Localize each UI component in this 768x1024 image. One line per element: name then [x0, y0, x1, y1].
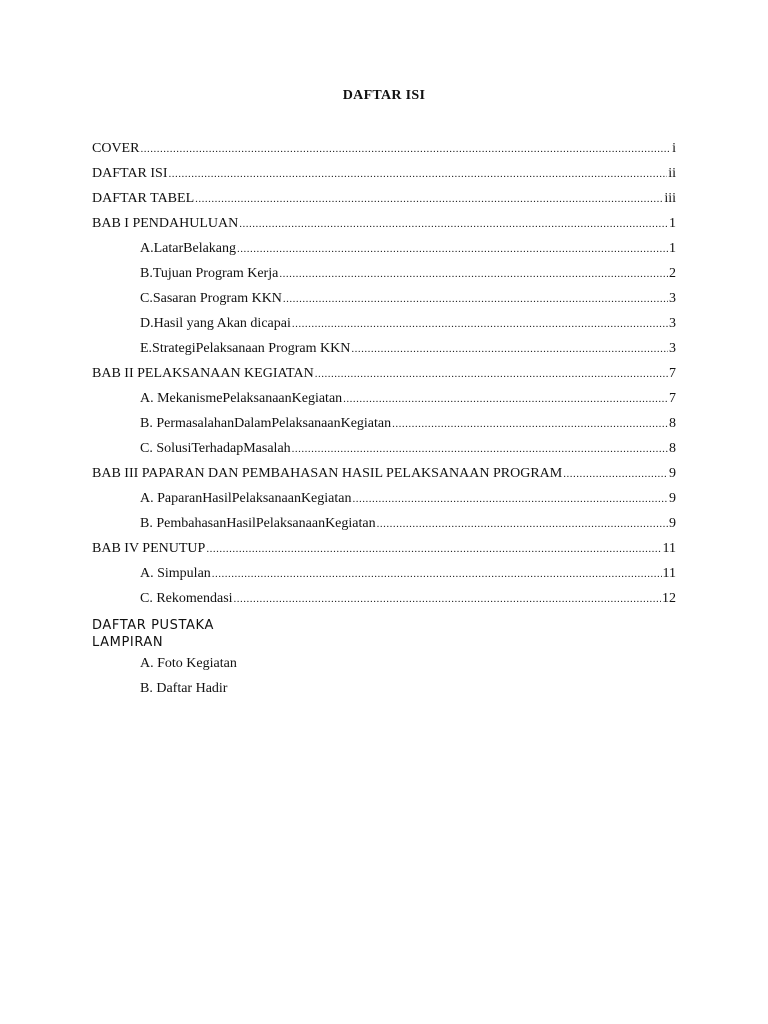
toc-entry-label: DAFTAR TABEL: [92, 191, 195, 206]
leader-dots: [377, 512, 668, 536]
leader-dots: [315, 362, 668, 386]
toc-entry-bab-1: [92, 211, 676, 236]
toc-entry-page: 12: [662, 591, 676, 606]
toc-entry-page: 8: [669, 416, 676, 431]
toc-entry-label: A. Simpulan: [140, 566, 211, 581]
toc-subentry: [92, 411, 676, 436]
toc-entry-page: 9: [669, 516, 676, 531]
toc-entry-page: i: [672, 141, 676, 156]
toc-entry-label: B. PermasalahanDalamPelaksanaanKegiatan: [140, 416, 392, 431]
toc-subentry: [92, 236, 676, 261]
toc-entry-page: 3: [669, 291, 676, 306]
toc-subentry: [92, 311, 676, 336]
toc-subentry: [92, 261, 676, 286]
leader-dots: [234, 587, 661, 611]
toc-entry-daftar-pustaka: DAFTAR PUSTAKA: [92, 618, 214, 633]
toc-entry-label: A. MekanismePelaksanaanKegiatan: [140, 391, 343, 406]
table-of-contents: [92, 136, 676, 701]
unnumbered-sections: [92, 617, 676, 651]
toc-subentry: [92, 386, 676, 411]
toc-entry-page: 8: [669, 441, 676, 456]
toc-entry-page: iii: [664, 191, 676, 206]
toc-entry-page: 1: [669, 216, 676, 231]
leader-dots: [212, 562, 662, 586]
toc-subentry: [92, 336, 676, 361]
toc-entry-bab-3: [92, 461, 676, 486]
toc-entry-label: A. PaparanHasilPelaksanaanKegiatan: [140, 491, 352, 506]
leader-dots: [279, 262, 668, 286]
toc-entry-page: 2: [669, 266, 676, 281]
page-title: DAFTAR ISI: [342, 88, 426, 103]
toc-entry-lampiran: LAMPIRAN: [92, 635, 164, 650]
toc-entry-page: 11: [662, 566, 676, 581]
toc-entry-daftar-isi: [92, 161, 676, 186]
leader-dots: [351, 337, 668, 361]
lampiran-item: B. Daftar Hadir: [140, 681, 228, 696]
leader-dots: [343, 387, 668, 411]
leader-dots: [140, 137, 671, 161]
toc-entry-page: ii: [668, 166, 676, 181]
toc-entry-page: 3: [669, 316, 676, 331]
toc-entry-cover: [92, 136, 676, 161]
leader-dots: [292, 312, 668, 336]
toc-subentry: [92, 286, 676, 311]
leader-dots: [292, 437, 668, 461]
toc-subentry: [92, 511, 676, 536]
toc-entry-label: BAB I PENDAHULUAN: [92, 216, 239, 231]
toc-entry-label: BAB II PELAKSANAAN KEGIATAN: [92, 366, 314, 381]
toc-entry-page: 11: [662, 541, 676, 556]
leader-dots: [195, 187, 663, 211]
toc-entry-label: B.Tujuan Program Kerja: [140, 266, 279, 281]
toc-subentry: [92, 561, 676, 586]
toc-subentry: [92, 486, 676, 511]
leader-dots: [237, 237, 668, 261]
toc-entry-page: 3: [669, 341, 676, 356]
leader-dots: [169, 162, 668, 186]
toc-entry-page: 9: [669, 466, 676, 481]
toc-entry-label: DAFTAR ISI: [92, 166, 168, 181]
toc-entry-label: BAB III PAPARAN DAN PEMBAHASAN HASIL PELAKSANAAN PROGRAM: [92, 466, 563, 481]
toc-entry-label: C.Sasaran Program KKN: [140, 291, 282, 306]
toc-entry-label: C. Rekomendasi: [140, 591, 233, 606]
toc-entry-page: 1: [669, 241, 676, 256]
toc-entry-label: E.StrategiPelaksanaan Program KKN: [140, 341, 351, 356]
toc-entry-label: B. PembahasanHasilPelaksanaanKegiatan: [140, 516, 376, 531]
toc-entry-label: C. SolusiTerhadapMasalah: [140, 441, 291, 456]
leader-dots: [283, 287, 668, 311]
toc-entry-label: D.Hasil yang Akan dicapai: [140, 316, 291, 331]
toc-entry-daftar-tabel: [92, 186, 676, 211]
toc-entry-bab-4: [92, 536, 676, 561]
toc-entry-label: COVER: [92, 141, 140, 156]
toc-entry-label: A.LatarBelakang: [140, 241, 237, 256]
leader-dots: [563, 462, 668, 486]
leader-dots: [352, 487, 668, 511]
leader-dots: [392, 412, 668, 436]
toc-entry-page: 7: [669, 391, 676, 406]
toc-entry-page: 9: [669, 491, 676, 506]
toc-subentry: [92, 586, 676, 611]
toc-subentry: [92, 436, 676, 461]
toc-entry-page: 7: [669, 366, 676, 381]
lampiran-item: A. Foto Kegiatan: [140, 656, 237, 671]
toc-entry-bab-2: [92, 361, 676, 386]
leader-dots: [206, 537, 661, 561]
leader-dots: [239, 212, 668, 236]
toc-entry-label: BAB IV PENUTUP: [92, 541, 206, 556]
